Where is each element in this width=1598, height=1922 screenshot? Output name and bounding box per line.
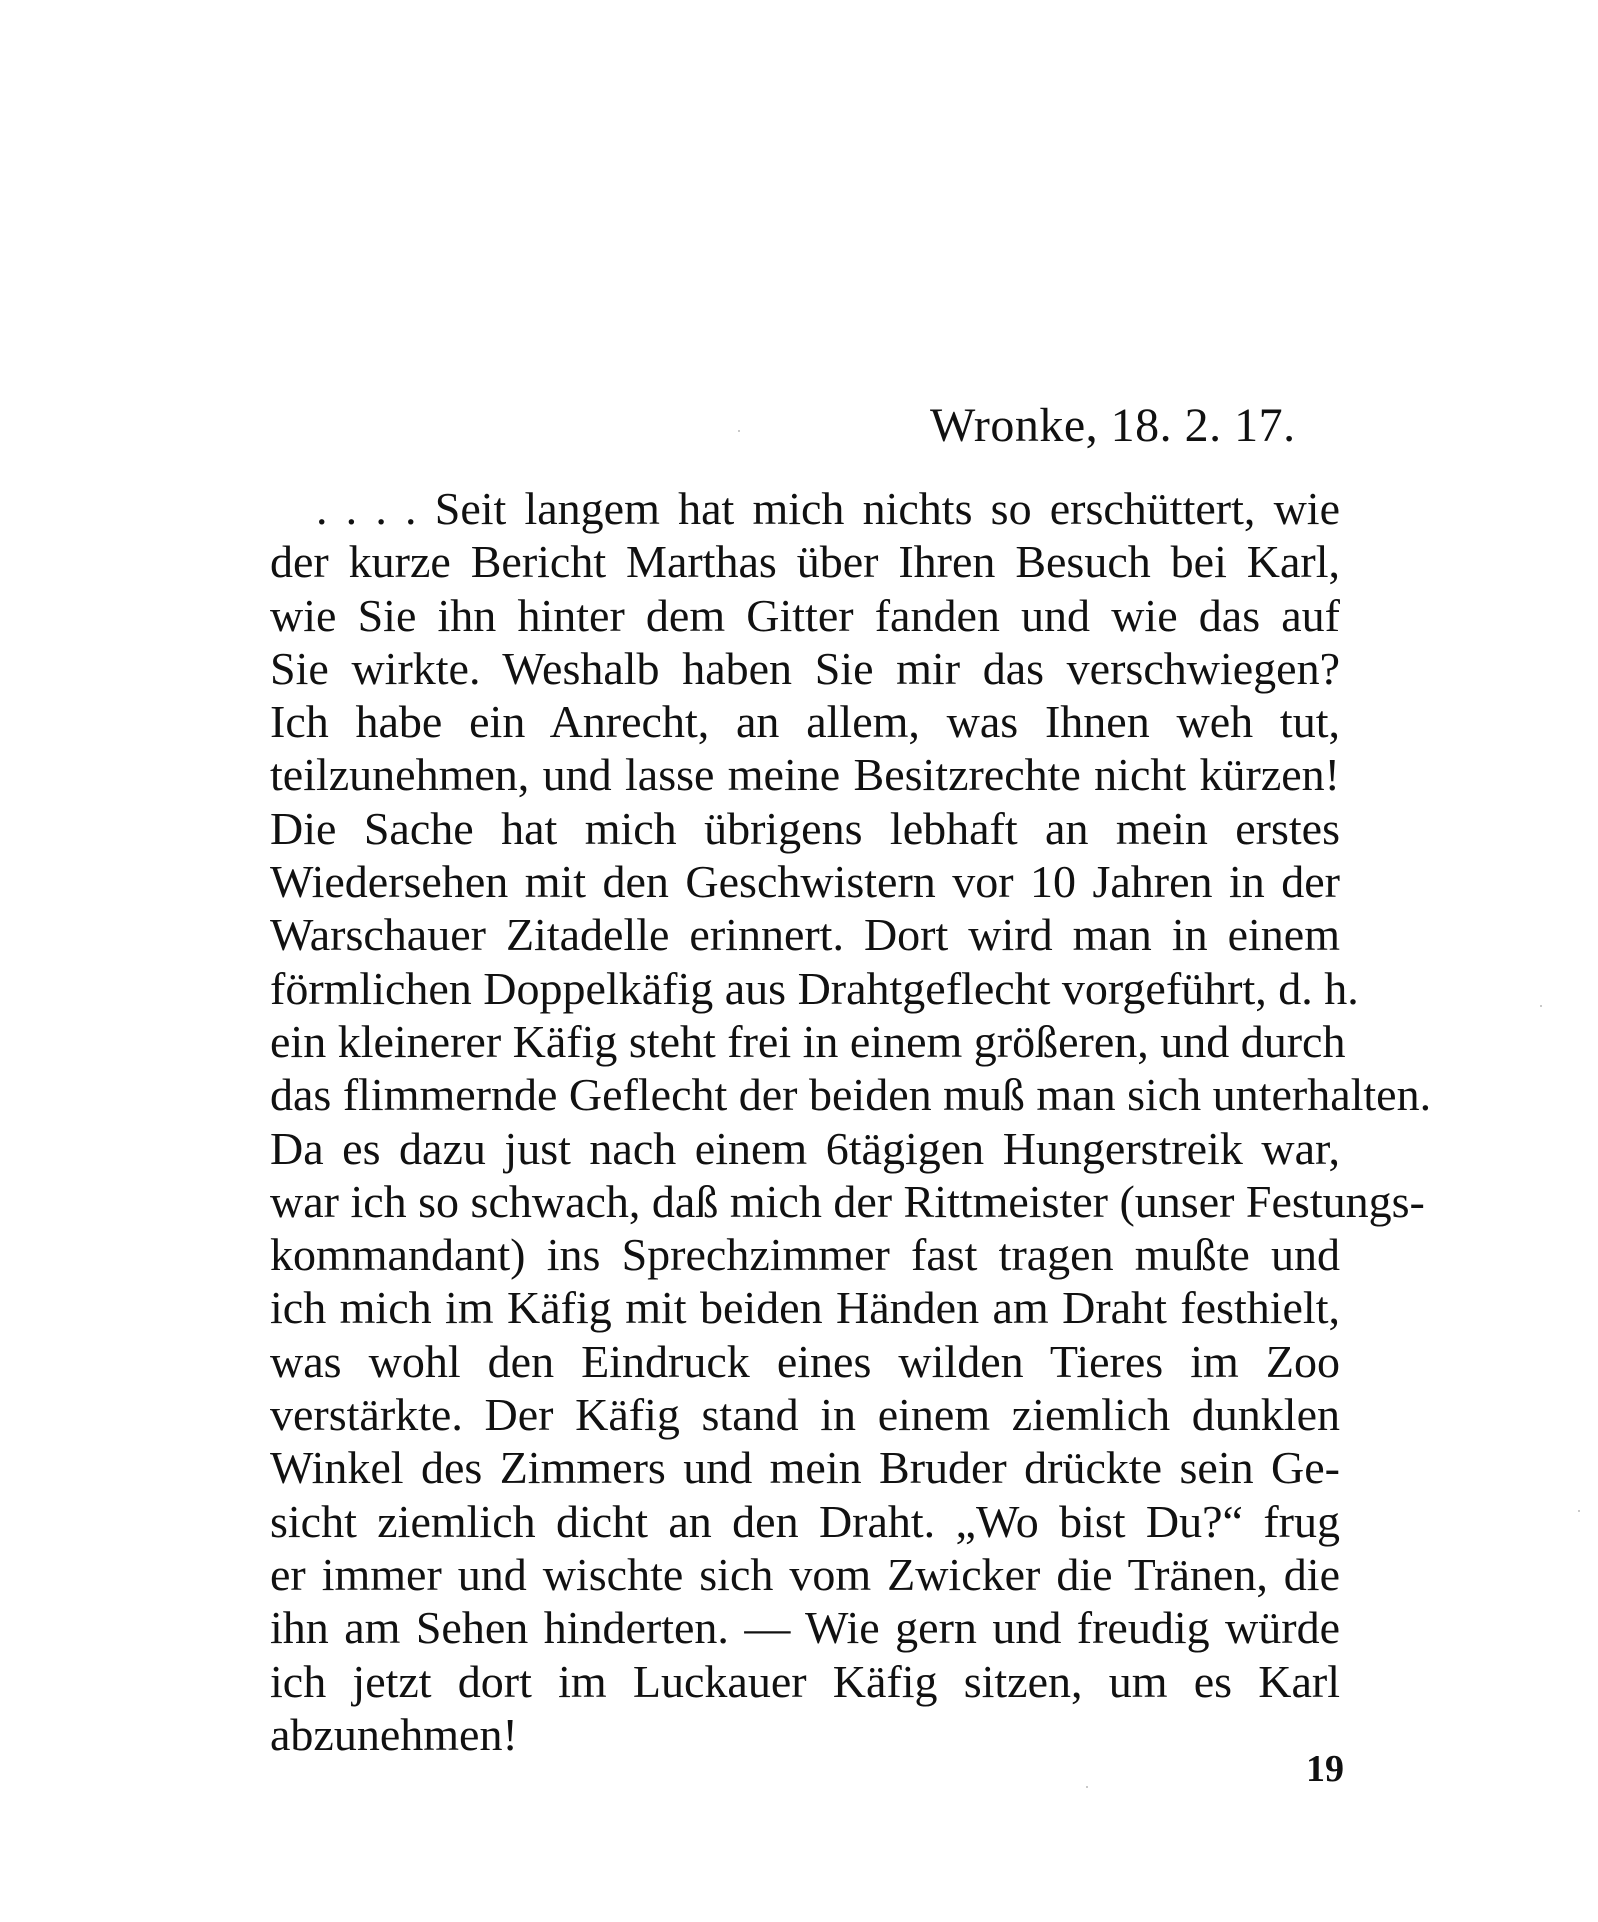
text-line: der kurze Bericht Marthas über Ihren Besuch bei Karl, [270,536,1340,588]
text-line: das flimmernde Geflecht der beiden muß man sich unterhalten. [270,1069,1432,1121]
paper-speck [1578,1510,1580,1512]
text-line: Warschauer Zitadelle erinnert. Dort wird man in einem [270,909,1340,961]
text-line: Da es dazu just nach einem 6tägigen Hungerstreik war, [270,1122,1340,1174]
text-line: wie Sie ihn hinter dem Gitter fanden und wie das auf [270,589,1340,641]
text-line: er immer und wischte sich vom Zwicker die Tränen, die [270,1548,1340,1600]
text-line: Winkel des Zimmers und mein Bruder drückte sein Ge- [270,1442,1340,1494]
text-line: Wiedersehen mit den Geschwistern vor 10 Jahren in der [270,856,1340,908]
letter-dateline: Wronke, 18. 2. 17. [930,399,1296,452]
text-line: ein kleinerer Käfig steht frei in einem größeren, und durch [270,1015,1346,1067]
text-line: ich jetzt dort im Luckauer Käfig sitzen, um es Karl [270,1655,1340,1707]
text-line: was wohl den Eindruck eines wilden Tieres im Zoo [270,1335,1340,1387]
text-line: sicht ziemlich dicht an den Draht. „Wo bist Du?“ frug [270,1495,1340,1547]
text-line: verstärkte. Der Käfig stand in einem ziemlich dunklen [270,1389,1340,1441]
text-line: Die Sache hat mich übrigens lebhaft an mein erstes [270,802,1340,854]
page-number: 19 [1306,1748,1344,1790]
text-line: teilzunehmen, und lasse meine Besitzrechte nicht kürzen! [270,749,1340,801]
text-line: Ich habe ein Anrecht, an allem, was Ihnen weh tut, [270,696,1340,748]
paper-speck [1540,1005,1542,1007]
paper-speck [738,430,740,432]
paper-speck [1086,1786,1088,1788]
text-line: ihn am Sehen hinderten. — Wie gern und freudig würde [270,1602,1340,1654]
text-line: Sie wirkte. Weshalb haben Sie mir das verschwiegen? [270,642,1340,694]
letter-body [270,482,1432,1761]
text-line: kommandant) ins Sprechzimmer fast tragen mußte und [270,1229,1340,1281]
text-line: ich mich im Käfig mit beiden Händen am Draht festhielt, [270,1282,1340,1334]
text-line: . . . . Seit langem hat mich nichts so erschüttert, wie [316,483,1340,534]
text-line: abzunehmen! [270,1708,518,1760]
text-line: förmlichen Doppelkäfig aus Drahtgeflecht vorgeführt, d. h. [270,962,1359,1014]
text-line: war ich so schwach, daß mich der Rittmeister (unser Festungs- [270,1175,1425,1227]
